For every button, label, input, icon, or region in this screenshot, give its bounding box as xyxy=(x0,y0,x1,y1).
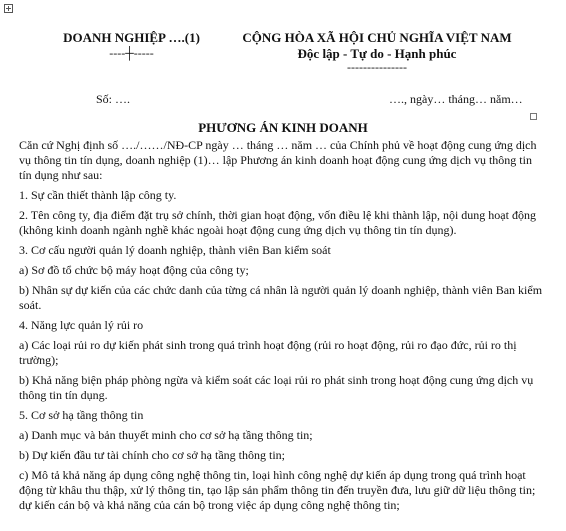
paragraph-section-2: 2. Tên công ty, địa điểm đặt trụ sở chính, thời gian hoạt động, vốn điều lệ khi thành lập, nội dung hoạt động (không kinh doanh ngành nghề khác ngoài hoạt động cung ứng dịch vụ thông tin tín dụng). xyxy=(19,208,536,237)
checkbox-icon[interactable] xyxy=(530,113,537,120)
organization-name: DOANH NGHIỆP ….(1) xyxy=(63,30,200,45)
document-header xyxy=(0,30,566,100)
organization-separator: ----┼----- xyxy=(109,46,154,60)
number-date-line xyxy=(0,92,566,110)
paragraph-section-4: 4. Năng lực quản lý rủi ro xyxy=(19,318,144,332)
paragraph-section-4a: a) Các loại rủi ro dự kiến phát sinh trong quá trình hoạt động (rủi ro hoạt động, rủi ro đạo đức, rủi ro thị trường); xyxy=(19,338,517,367)
document-body xyxy=(19,138,547,518)
paragraph-section-1: 1. Sự cần thiết thành lập công ty. xyxy=(19,188,177,202)
national-motto: Độc lập - Tự do - Hạnh phúc xyxy=(297,46,457,61)
motto-underline: --------------- xyxy=(347,60,407,74)
paragraph-preamble: Căn cứ Nghị định số …./……/NĐ-CP ngày … tháng … năm … của Chính phủ về hoạt động cung ứng dịch vụ thông tin tín dụng, doanh nghiệp (1)… lập Phương án kinh doanh hoạt động cung ứng dịch vụ thông tin tín dụng như sau: xyxy=(19,138,537,182)
paragraph-section-4b: b) Khả năng biện pháp phòng ngừa và kiểm soát các loại rủi ro phát sinh trong hoạt động cung ứng dịch vụ thông tin tín dụng. xyxy=(19,373,534,402)
national-heading xyxy=(232,30,522,75)
paragraph-section-3: 3. Cơ cấu người quản lý doanh nghiệp, thành viên Ban kiểm soát xyxy=(19,243,331,257)
document-date: …., ngày… tháng… năm… xyxy=(389,92,523,106)
paragraph-section-5c: c) Mô tả khả năng áp dụng công nghệ thông tin, loại hình công nghệ dự kiến áp dụng trong quá trình hoạt động từ khâu thu thập, xử lý thông tin, tạo lập sản phẩm thông tin đến truyền đưa, lưu giữ dữ liệu thông tin; dự kiến cán bộ và khả năng của cán bộ trong việc áp dụng công nghệ thông tin; xyxy=(19,468,536,512)
paragraph-section-5a: a) Danh mục và bản thuyết minh cho cơ sở hạ tầng thông tin; xyxy=(19,428,313,442)
paragraph-section-5: 5. Cơ sở hạ tầng thông tin xyxy=(19,408,144,422)
table-move-handle-icon[interactable] xyxy=(4,4,13,13)
document-number: Số: …. xyxy=(96,92,131,106)
document-title: PHƯƠNG ÁN KINH DOANH xyxy=(198,120,368,135)
country-name: CỘNG HÒA XÃ HỘI CHỦ NGHĨA VIỆT NAM xyxy=(242,30,512,45)
paragraph-section-3b: b) Nhân sự dự kiến của các chức danh của từng cá nhân là người quản lý doanh nghiệp, thành viên Ban kiểm soát. xyxy=(19,283,543,312)
paragraph-section-5b: b) Dự kiến đầu tư tài chính cho cơ sở hạ tầng thông tin; xyxy=(19,448,285,462)
organization-block xyxy=(44,30,219,61)
paragraph-section-3a: a) Sơ đồ tổ chức bộ máy hoạt động của công ty; xyxy=(19,263,249,277)
